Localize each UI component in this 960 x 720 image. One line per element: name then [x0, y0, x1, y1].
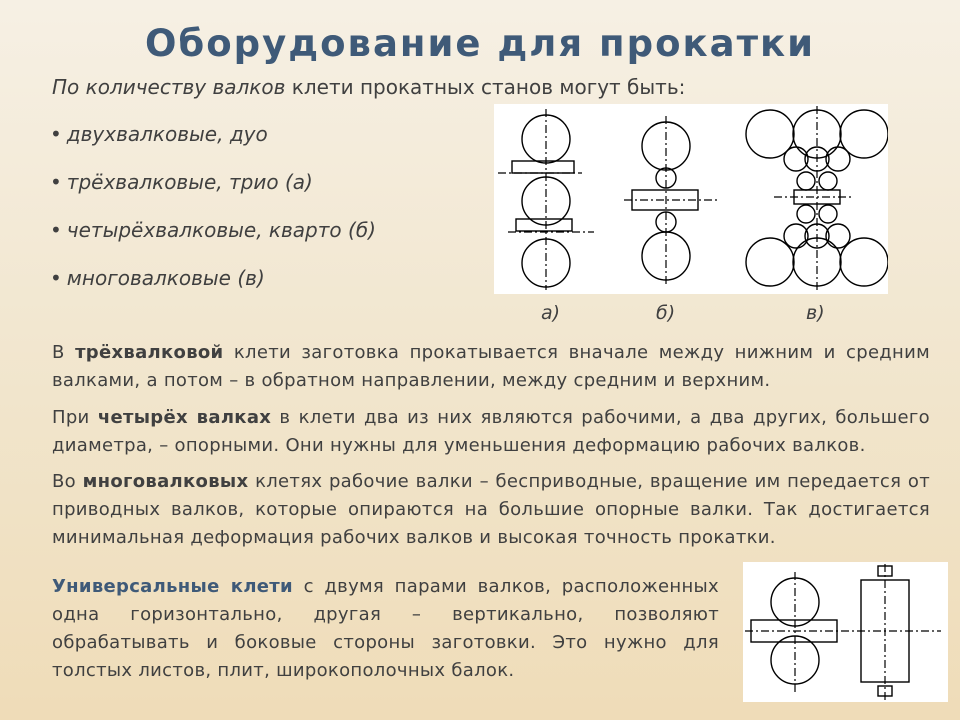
- page-title: Оборудование для прокатки: [144, 22, 816, 65]
- universal-stand-diagram: [743, 562, 948, 702]
- intro-line: [52, 75, 685, 99]
- list-item: • двухвалковые, дуо: [50, 122, 268, 146]
- trio-stand-diagram: [512, 115, 574, 287]
- rolling-stands-diagram: [494, 104, 888, 294]
- quarto-stand-diagram: [632, 122, 698, 280]
- intro-rest: клети прокатных станов могут быть:: [285, 75, 686, 99]
- caption-b: б): [656, 302, 676, 324]
- multiroll-paragraph: Во многовалковых клетях рабочие валки – бесприводные, вращение им передается от приводных валков, которые опираются на большие опорные валки. Так достигается минимальная деформация рабочих валков и высокая точность прокатки.: [52, 471, 930, 548]
- stand-types-list: [50, 122, 376, 314]
- trio-paragraph: В трёхвалковой клети заготовка прокатывается вначале между нижним и средним валками, а потом – в обратном направлении, между средним и верхним.: [52, 342, 931, 391]
- list-item: • четырёхвалковые, кварто (б): [50, 218, 376, 242]
- intro-italic: По количеству валков: [52, 75, 286, 99]
- list-item: • многовалковые (в): [50, 266, 265, 290]
- quarto-paragraph: При четырёх валках в клети два из них являются рабочими, а два других, большего диаметра, – опорными. Они нужны для уменьшения деформацию рабочих валков.: [52, 407, 930, 456]
- list-item: • трёхвалковые, трио (а): [50, 170, 313, 194]
- universal-paragraph: Универсальные клети с двумя парами валков, расположенных одна горизонтально, другая – вертикально, позволяют обрабатывать и боковые стороны заготовки. Это нужно для толстых листов, плит, широкополочных балок.: [52, 576, 719, 681]
- caption-a: а): [541, 302, 561, 324]
- caption-c: в): [806, 302, 825, 324]
